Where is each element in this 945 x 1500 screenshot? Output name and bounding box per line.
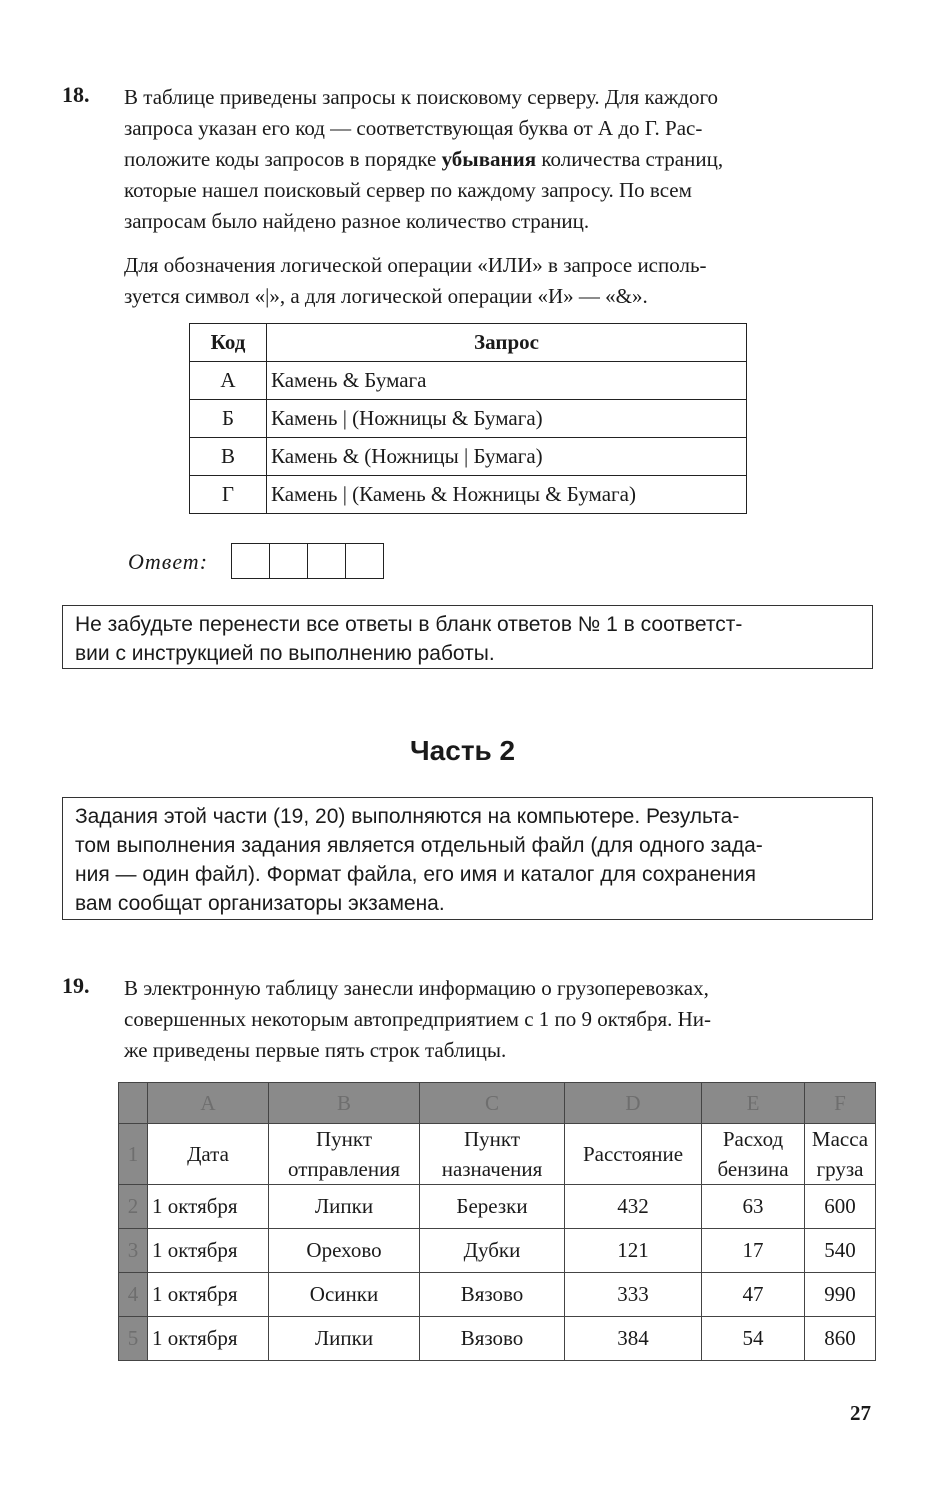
text-part: количества страниц, — [536, 147, 724, 171]
text-line — [124, 144, 874, 175]
bold-keyword: убывания — [441, 147, 537, 171]
query-code: А — [190, 362, 267, 400]
mass-cell: 860 — [805, 1317, 876, 1361]
task-18-number: 18. — [62, 82, 90, 107]
table-row — [190, 362, 747, 400]
mass-cell: 990 — [805, 1273, 876, 1317]
table-row — [119, 1273, 876, 1317]
destination-cell: Березки — [420, 1185, 565, 1229]
fuel-cell: 17 — [702, 1229, 805, 1273]
queries-table — [189, 323, 747, 514]
mass-cell: 600 — [805, 1185, 876, 1229]
query-code: Б — [190, 400, 267, 438]
date-cell: 1 октября — [148, 1229, 269, 1273]
destination-cell: Вязово — [420, 1273, 565, 1317]
row-number: 3 — [119, 1229, 148, 1273]
sheet-header-row — [119, 1124, 876, 1185]
part-2-note — [62, 797, 873, 920]
text-line: запроса указан его код — соответствующая буква от А до Г. Рас- — [124, 116, 703, 140]
query-text: Камень & Бумага — [267, 362, 747, 400]
row-number: 1 — [119, 1124, 148, 1185]
origin-cell: Липки — [269, 1317, 420, 1361]
header-line: Пункт — [463, 1127, 520, 1151]
table-row — [119, 1185, 876, 1229]
text-line: В электронную таблицу занесли информацию о грузоперевозках, — [124, 976, 709, 1000]
table-row — [119, 1317, 876, 1361]
table-row — [190, 476, 747, 514]
query-text: Камень | (Ножницы & Бумага) — [267, 400, 747, 438]
column-letter: B — [269, 1083, 420, 1124]
corner-cell — [119, 1083, 148, 1124]
table-row — [190, 400, 747, 438]
header-query: Запрос — [267, 324, 747, 362]
header-line: отправления — [287, 1157, 401, 1181]
header-line: Дата — [187, 1142, 229, 1166]
task-19-text — [124, 973, 874, 1066]
table-row — [119, 1229, 876, 1273]
query-text: Камень | (Камень & Ножницы & Бумага) — [267, 476, 747, 514]
destination-cell: Вязово — [420, 1317, 565, 1361]
answer-cell[interactable] — [308, 544, 346, 578]
origin-cell: Липки — [269, 1185, 420, 1229]
origin-cell: Орехово — [269, 1229, 420, 1273]
answer-cell[interactable] — [346, 544, 383, 578]
text-line: запросам было найдено разное количество страниц. — [124, 209, 590, 233]
fuel-cell: 54 — [702, 1317, 805, 1361]
column-letter: D — [565, 1083, 702, 1124]
task-18-text — [124, 82, 874, 237]
date-cell: 1 октября — [148, 1273, 269, 1317]
part-2-title: Часть 2 — [410, 735, 516, 766]
distance-cell: 384 — [565, 1317, 702, 1361]
text-line: которые нашел поисковый сервер по каждому запросу. По всем — [124, 178, 692, 202]
text-line: зуется символ «|», а для логической операции «И» — «&». — [124, 284, 648, 308]
table-header-row — [190, 324, 747, 362]
header-cell — [805, 1124, 876, 1185]
answer-cell[interactable] — [270, 544, 308, 578]
header-cell — [148, 1124, 269, 1185]
text-line: ния — один файл). Формат файла, его имя и каталог для сохранения — [75, 863, 756, 886]
text-line: том выполнения задания является отдельный файл (для одного зада- — [75, 834, 763, 857]
spreadsheet — [118, 1082, 876, 1361]
column-letter: A — [148, 1083, 269, 1124]
distance-cell: 432 — [565, 1185, 702, 1229]
task-18-operators-text — [124, 250, 874, 312]
header-cell — [269, 1124, 420, 1185]
reminder-note — [62, 605, 873, 669]
task-19-number: 19. — [62, 973, 90, 998]
header-line: Расход — [722, 1127, 784, 1151]
header-code: Код — [190, 324, 267, 362]
column-letter: F — [805, 1083, 876, 1124]
header-line: назначения — [441, 1157, 543, 1181]
fuel-cell: 63 — [702, 1185, 805, 1229]
header-line: Расстояние — [582, 1142, 684, 1166]
table-row — [190, 438, 747, 476]
text-line: же приведены первые пять строк таблицы. — [124, 1038, 507, 1062]
answer-cell[interactable] — [232, 544, 270, 578]
header-line: бензина — [717, 1157, 789, 1181]
header-line: Пункт — [315, 1127, 372, 1151]
answer-boxes[interactable] — [231, 543, 384, 579]
date-cell: 1 октября — [148, 1185, 269, 1229]
header-cell — [420, 1124, 565, 1185]
column-letter: C — [420, 1083, 565, 1124]
page-number: 27 — [850, 1401, 871, 1425]
text-line: Для обозначения логической операции «ИЛИ» в запросе исполь- — [124, 253, 707, 277]
column-header-row — [119, 1083, 876, 1124]
answer-label: Ответ: — [128, 549, 209, 574]
origin-cell: Осинки — [269, 1273, 420, 1317]
header-line: Масса — [811, 1127, 869, 1151]
distance-cell: 333 — [565, 1273, 702, 1317]
text-line: В таблице приведены запросы к поисковому серверу. Для каждого — [124, 85, 719, 109]
date-cell: 1 октября — [148, 1317, 269, 1361]
text-line: вам сообщат организаторы экзамена. — [75, 892, 445, 915]
header-line: груза — [816, 1157, 864, 1181]
text-line: Задания этой части (19, 20) выполняются на компьютере. Результа- — [75, 805, 740, 828]
row-number: 5 — [119, 1317, 148, 1361]
distance-cell: 121 — [565, 1229, 702, 1273]
header-cell — [565, 1124, 702, 1185]
text-line: Не забудьте перенести все ответы в бланк ответов № 1 в соответст- — [75, 613, 743, 636]
text-line: вии с инструкцией по выполнению работы. — [75, 642, 495, 665]
column-letter: E — [702, 1083, 805, 1124]
query-code: Г — [190, 476, 267, 514]
query-code: В — [190, 438, 267, 476]
query-text: Камень & (Ножницы | Бумага) — [267, 438, 747, 476]
header-cell — [702, 1124, 805, 1185]
mass-cell: 540 — [805, 1229, 876, 1273]
destination-cell: Дубки — [420, 1229, 565, 1273]
row-number: 2 — [119, 1185, 148, 1229]
text-part: положите коды запросов в порядке — [124, 147, 442, 171]
text-line: совершенных некоторым автопредприятием с 1 по 9 октября. Ни- — [124, 1007, 712, 1031]
fuel-cell: 47 — [702, 1273, 805, 1317]
row-number: 4 — [119, 1273, 148, 1317]
